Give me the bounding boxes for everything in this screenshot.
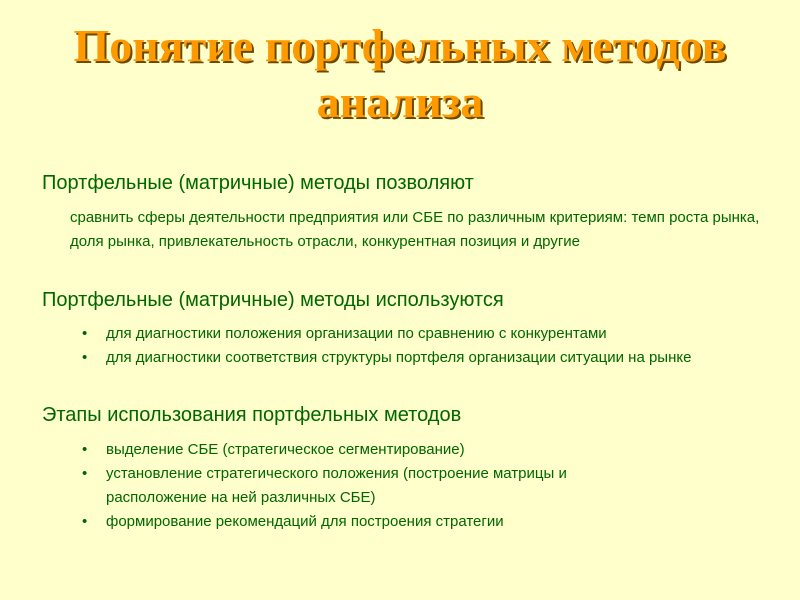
list-item — [82, 322, 766, 346]
bullet-icon: • — [82, 513, 88, 530]
section-heading-usage: Портфельные (матричные) методы используются — [42, 289, 504, 311]
list-item-text: формирование рекомендаций для построения стратегии — [106, 513, 504, 530]
list-item — [82, 346, 766, 370]
list-item-text: для диагностики положения организации по сравнению с конкурентами — [106, 325, 607, 342]
usage-bullet-list — [82, 322, 766, 370]
list-item — [82, 510, 766, 534]
list-item-text: установление стратегического положения (построение матрицы и расположение на ней различных СБЕ) — [106, 465, 567, 506]
bullet-icon: • — [82, 349, 88, 366]
section-heading-stages: Этапы использования портфельных методов — [42, 404, 462, 426]
bullet-icon: • — [82, 441, 88, 458]
section-paragraph-allow: сравнить сферы деятельности предприятия или СБЕ по различным критериям: темп роста рынка, доля рынка, привлекательность отрасли, конкурентная позиция и другие — [70, 209, 760, 250]
stages-bullet-list — [82, 438, 766, 534]
list-item — [82, 462, 666, 510]
slide-title: Понятие портфельных методов анализа — [73, 20, 727, 127]
list-item — [82, 438, 766, 462]
bullet-icon: • — [82, 465, 88, 482]
list-item-text: для диагностики соответствия структуры портфеля организации ситуации на рынке — [106, 349, 692, 366]
section-heading-allow: Портфельные (матричные) методы позволяют — [42, 172, 474, 194]
bullet-icon: • — [82, 325, 88, 342]
list-item-text: выделение СБЕ (стратегическое сегментирование) — [106, 441, 465, 458]
